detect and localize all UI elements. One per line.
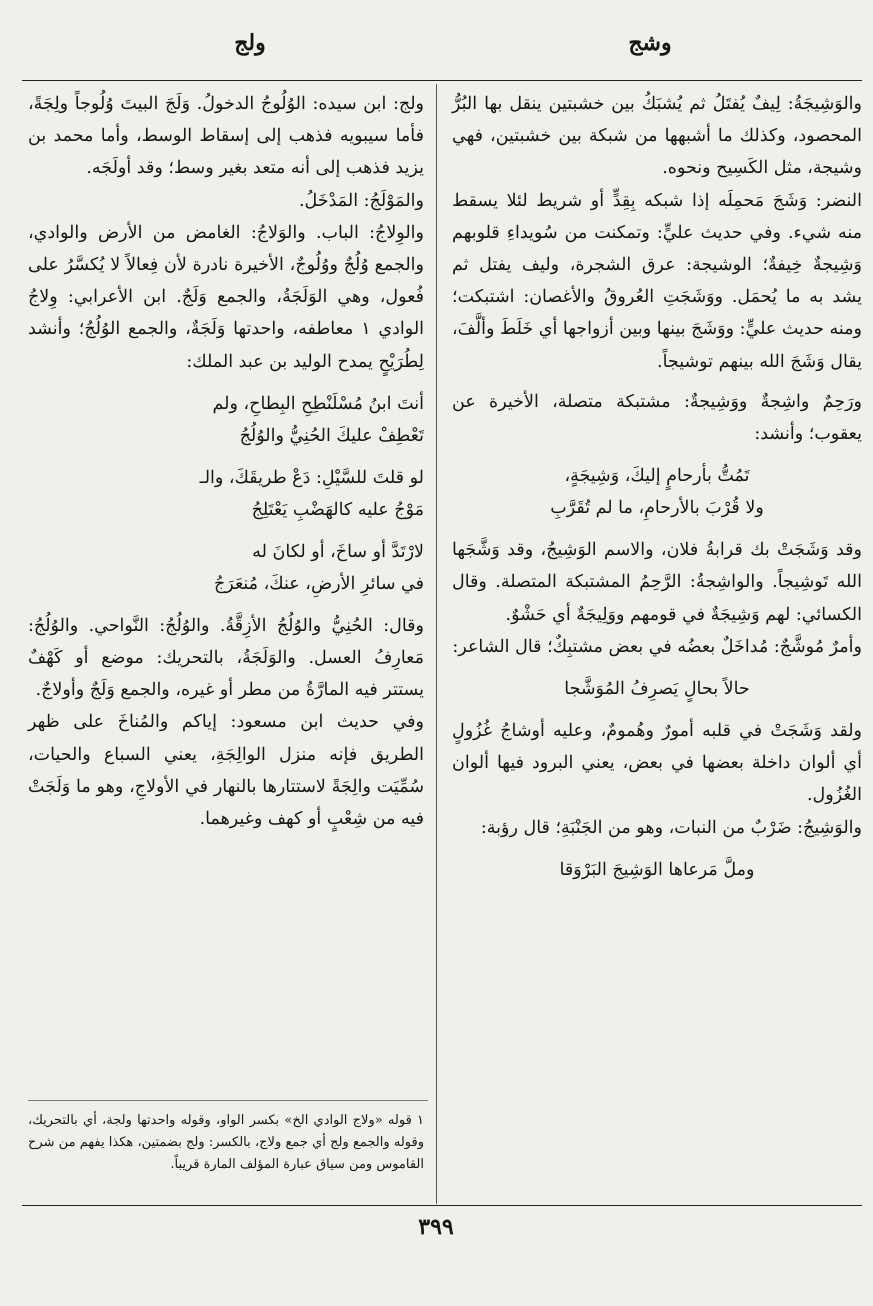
verse-line: في سائرِ الأرضِ، عنكَ، مُنعَرَجُ xyxy=(214,573,424,594)
verse xyxy=(452,673,862,705)
verse xyxy=(452,460,862,524)
top-rule xyxy=(22,80,862,81)
column-divider xyxy=(436,84,437,1204)
entry-paragraph: ولج: ابن سيده: الوُلُوجُ الدخولُ. وَلَجَ البيتَ وُلُوجاً ولِجَةً، فأما سيبويه فذهب إلى إسقاط الوسط، وأما محمد بن يزيد فذهب إلى أنه متعد بغير وسط؛ وقد أولَجَه. xyxy=(28,94,424,179)
verse-line: لو قلتَ للسَّيْلِ: دَعْ طريقَكَ، والـ xyxy=(199,467,424,488)
header-left-word: ولج xyxy=(234,30,266,56)
verse xyxy=(452,854,862,886)
page-number: ٣٩٩ xyxy=(418,1214,454,1240)
entry-paragraph: وقال: الحُنِيُّ والوُلُجُ الأزِقَّةُ. والوُلُجُ: النَّواحي. والوُلُجُ: مَعارِفُ العسل. والوَلَجَةُ، بالتحريك: موضع أو كَهْفٌ يستتر فيه المارَّةُ من مطر أو غيره، والجمع وَلَجٌ وأولاجٌ. xyxy=(28,615,424,701)
verse-line: حالاً بحالٍ يَصرِفُ المُوَشَّجا xyxy=(564,679,750,700)
verse xyxy=(28,388,424,452)
entry-paragraph: وأمرٌ مُوشَّجٌ: مُداخَلٌ بعضُه في بعض مشتبِكٌ؛ قال الشاعر: xyxy=(452,636,862,657)
entry-paragraph: النضر: وَشَجَ مَحمِلَه إذا شبكه بِقِدٍّ أو شريط لئلا يسقط منه شيء. وفي حديث عليٍّ: وتمكنت من سُويداءِ قلوبهم وَشِيجةٌ خِيفةٌ؛ الوشيجة: عرق الشجرة، وليف يفتل ثم يشد به ما يُحمَل. ووَشَجَتِ العُروقُ والأغصان: اشتبكت؛ ومنه حديث عليٍّ: ووَشَجَ بينها وبين أزواجها أي خَلَطَ وألَّفَ، يقال وَشَجَ الله بينهم توشيجاً. xyxy=(452,190,862,372)
verse-line: تَعْطِفْ عليكَ الحُنِيُّ والوُلُجُ xyxy=(239,425,424,446)
header-right-word: وشج xyxy=(628,30,672,56)
footnote-rule xyxy=(28,1100,428,1101)
left-column xyxy=(28,88,424,835)
entry-paragraph: ورَحِمٌ واشِجةٌ ووَشِيجةٌ: مشتبكة متصلة، الأخيرة عن يعقوب؛ وأنشد: xyxy=(452,391,862,445)
verse-line: مَوْجُ عليه كالهَضْبِ يَعْتَلِجُ xyxy=(251,499,424,520)
verse-line: وملَّ مَرعاها الوَشِيجَ البَرْوَقا xyxy=(559,859,755,880)
entry-paragraph: والوَشِيجَةُ: لِيفٌ يُفتَلُ ثم يُشبَكُ بين خشبتين ينقل بها البُرُّ المحصود، وكذلك ما أشبهها من شبكة بين خشبتين، فهي وشيجة، مثل الكَسِيح ونحوه. xyxy=(452,94,862,179)
entry-paragraph: والوَشِيجُ: ضَرْبٌ من النبات، وهو من الجَنْبَةِ؛ قال رؤبة: xyxy=(480,817,862,838)
verse xyxy=(28,536,424,600)
footnote: ١ قوله «ولاج الوادي الخ» بكسر الواو، وقوله واحدتها ولجة، أي بالتحريك، وقوله والجمع ولج أي جمع ولاج، بالكسر: ولج بضمتين، هكذا يفهم من شرح القاموس ومن سياق عبارة المؤلف المارة قريباً. xyxy=(28,1113,424,1172)
entry-paragraph: وقد وَشَجَتْ بك قرابةُ فلان، والاسم الوَشِيجُ، وقد وَشَّجَها الله تَوشِيجاً. والواشِجةُ: الرَّحِمُ المشتبكة المتصلة. وقال الكسائي: لهم وَشِيجَةٌ في قومهم ووَلِيجَةٌ أي حَشْوٌ. xyxy=(452,540,862,625)
verse-line: لارْتَدَّ أو ساخَ، أو لكانَ له xyxy=(252,541,424,562)
right-column xyxy=(452,88,862,896)
verse-line: ولا قُرْبَ بالأرحامِ، ما لم تُقَرَّبِ xyxy=(550,498,764,519)
entry-paragraph: والمَوْلَجُ: المَدْخَلُ. xyxy=(298,190,424,211)
bottom-rule xyxy=(22,1205,862,1206)
entry-paragraph: ولقد وَشَجَتْ في قلبه أمورٌ وهُمومٌ، وعليه أوشاجُ غُزُولٍ أي ألوان داخلة بعضها في بعض، يعني البرود فيها ألوان الغُزُول. xyxy=(452,721,862,806)
verse xyxy=(28,462,424,526)
verse-line: أنتَ ابنُ مُسْلَنْطِحِ البِطاحِ، ولم xyxy=(212,393,424,414)
entry-paragraph: والوِلاجُ: الباب. والوَلاجُ: الغامض من الأرض والوادي، والجمع وُلُجٌ ووُلُوجٌ، الأخيرة نادرة لأن فِعالاً لا يُكسَّرُ على فُعول، وهي الوَلَجَةُ، والجمع وَلَجٌ. ابن الأعرابي: وِلاجُ الوادي ١ معاطفه، واحدتها وَلَجَةٌ، والجمع الوُلُجُ؛ وأنشد لِطُرَيْحٍ يمدح الوليد بن عبد الملك: xyxy=(28,222,425,372)
verse-line: تَمُتُّ بأرحامٍ إليكَ، وَشِيجَةٍ، xyxy=(564,466,750,487)
entry-paragraph: وفي حديث ابن مسعود: إياكم والمُناخَ على ظهر الطريق فإنه منزل الوالِجَةِ، يعني السباع والحيات، سُمِّيَت والِجَةً لاستتارها بالنهار في الأولاجِ، وهو ما وَلَجَتْ فيه من شِعْبٍ أو كهف وغيرهما. xyxy=(28,712,424,830)
